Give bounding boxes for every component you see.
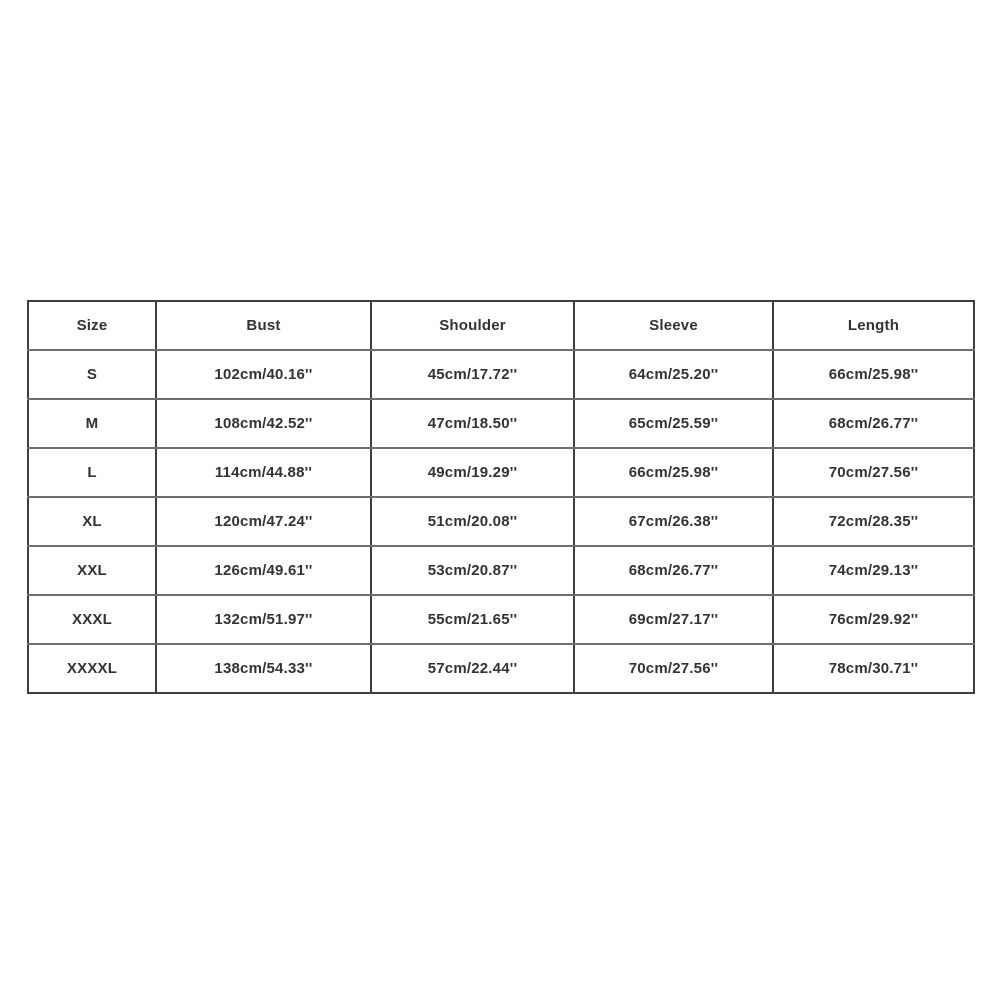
bust-value: 126cm/49.61'' xyxy=(156,546,371,595)
sleeve-value: 64cm/25.20'' xyxy=(574,350,773,399)
bust-value: 132cm/51.97'' xyxy=(156,595,371,644)
sleeve-value: 65cm/25.59'' xyxy=(574,399,773,448)
size-label: XXXXL xyxy=(28,644,156,693)
length-value: 76cm/29.92'' xyxy=(773,595,974,644)
shoulder-value: 45cm/17.72'' xyxy=(371,350,574,399)
bust-value: 114cm/44.88'' xyxy=(156,448,371,497)
shoulder-value: 57cm/22.44'' xyxy=(371,644,574,693)
size-label: L xyxy=(28,448,156,497)
table-row-xxl xyxy=(28,546,974,595)
table-row-xl xyxy=(28,497,974,546)
length-value: 72cm/28.35'' xyxy=(773,497,974,546)
column-header-sleeve: Sleeve xyxy=(574,301,773,350)
sleeve-value: 67cm/26.38'' xyxy=(574,497,773,546)
size-label: XL xyxy=(28,497,156,546)
column-header-bust: Bust xyxy=(156,301,371,350)
length-value: 78cm/30.71'' xyxy=(773,644,974,693)
length-value: 68cm/26.77'' xyxy=(773,399,974,448)
table-row-xxxl xyxy=(28,595,974,644)
bust-value: 102cm/40.16'' xyxy=(156,350,371,399)
shoulder-value: 55cm/21.65'' xyxy=(371,595,574,644)
sleeve-value: 66cm/25.98'' xyxy=(574,448,773,497)
sleeve-value: 69cm/27.17'' xyxy=(574,595,773,644)
length-value: 74cm/29.13'' xyxy=(773,546,974,595)
size-label: S xyxy=(28,350,156,399)
size-chart-table xyxy=(27,300,975,694)
column-header-length: Length xyxy=(773,301,974,350)
length-value: 66cm/25.98'' xyxy=(773,350,974,399)
size-label: XXL xyxy=(28,546,156,595)
table-row-m xyxy=(28,399,974,448)
sleeve-value: 70cm/27.56'' xyxy=(574,644,773,693)
table-row-s xyxy=(28,350,974,399)
size-label: XXXL xyxy=(28,595,156,644)
table-row-l xyxy=(28,448,974,497)
shoulder-value: 53cm/20.87'' xyxy=(371,546,574,595)
bust-value: 108cm/42.52'' xyxy=(156,399,371,448)
shoulder-value: 49cm/19.29'' xyxy=(371,448,574,497)
bust-value: 120cm/47.24'' xyxy=(156,497,371,546)
bust-value: 138cm/54.33'' xyxy=(156,644,371,693)
column-header-size: Size xyxy=(28,301,156,350)
size-label: M xyxy=(28,399,156,448)
header-row xyxy=(28,301,974,350)
column-header-shoulder: Shoulder xyxy=(371,301,574,350)
sleeve-value: 68cm/26.77'' xyxy=(574,546,773,595)
length-value: 70cm/27.56'' xyxy=(773,448,974,497)
shoulder-value: 51cm/20.08'' xyxy=(371,497,574,546)
shoulder-value: 47cm/18.50'' xyxy=(371,399,574,448)
table-row-xxxxl xyxy=(28,644,974,693)
